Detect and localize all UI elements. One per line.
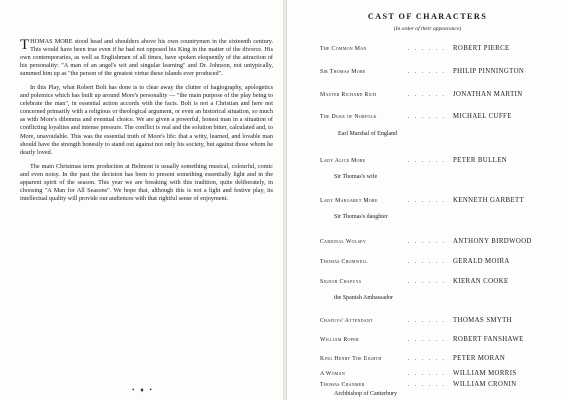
drop-cap: T <box>20 37 30 53</box>
role-name: Lady Alice More <box>320 158 366 164</box>
cast-row <box>320 46 560 57</box>
cast-row <box>320 198 560 209</box>
actor-name: MICHAEL CUFFE <box>453 113 512 120</box>
role-name: Master Richard Rich <box>320 92 377 98</box>
cast-row <box>320 337 560 348</box>
leader-dots: . . . . . . <box>408 337 446 343</box>
role-name: Thomas Cranmer <box>320 382 365 388</box>
role-name: The Common Man <box>320 46 367 52</box>
actor-name: ROBERT FANSHAWE <box>453 336 524 343</box>
actor-name: PHILIP PINNINGTON <box>453 68 525 75</box>
actor-name: PETER MORAN <box>453 355 506 362</box>
leader-dots: . . . . . . <box>408 279 446 285</box>
paragraph-3: The main Christmas term production at Belmont is usually something musical, colourful, comic and even noisy. In the past the decision has been to present something essentially light and in the apparent spirit of the season. This year we are breaking with this tradition, quite deliberately, in choosing "A Man for All Seasons". We hope that, although this is not a light and festive play, its intellectual quality will provide our audiences with that rightful sense of enjoyment. <box>20 162 273 202</box>
cast-row <box>320 259 560 270</box>
paragraph-1-text: HOMAS MORE stood head and shoulders above his own countrymen in the sixteenth century. This would have been true even if he had not opposed his King in the matter of the divorce. His own contemporaries, as well as Englishmen of all times, have spoken eloquently of the attraction of his personality: "A man of an angel's wit and singular learning" and Dr. Johnson, not untypically, summed him up as "the person of the greatest virtue these islands ever produced". <box>20 38 273 78</box>
leader-dots: . . . . . . <box>408 114 446 120</box>
cast-row <box>320 92 560 103</box>
role-name: The Duke of Norfolk <box>320 114 377 120</box>
role-note: Archbishop of Canterbury <box>334 391 397 397</box>
role-note: Earl Marshal of England <box>338 131 398 137</box>
role-note: the Spanish Ambassador <box>334 295 393 301</box>
leader-dots: . . . . . . <box>408 371 446 377</box>
role-name: Sir Thomas More <box>320 69 366 75</box>
role-note: Sir Thomas's wife <box>334 174 378 180</box>
actor-name: KIERAN COOKE <box>453 278 509 285</box>
cast-row <box>320 356 560 367</box>
page-ornament: • ♦ • <box>132 386 154 394</box>
role-note: Sir Thomas's daughter <box>334 214 388 220</box>
actor-name: PETER BULLEN <box>453 157 508 164</box>
role-name: Thomas Cromwell <box>320 259 369 265</box>
leader-dots: . . . . . . <box>408 69 446 75</box>
role-name: Signor Chapuys <box>320 279 362 285</box>
leader-dots: . . . . . . <box>408 158 446 164</box>
cast-row <box>320 114 560 125</box>
actor-name: ROBERT PIERCE <box>453 45 510 52</box>
cast-row <box>320 158 560 169</box>
role-name: Cardinal Wolsey <box>320 239 367 245</box>
actor-name: KENNETH GARBETT <box>453 197 525 204</box>
leader-dots: . . . . . . <box>408 198 446 204</box>
cast-title: CAST OF CHARACTERS <box>367 12 488 21</box>
cast-row <box>320 371 560 382</box>
actor-name: THOMAS SMYTH <box>453 317 512 324</box>
actor-name: JONATHAN MARTIN <box>453 91 523 98</box>
leader-dots: . . . . . . <box>408 382 446 388</box>
cast-row <box>320 69 560 80</box>
leader-dots: . . . . . . <box>408 259 446 265</box>
actor-name: GERALD MOIRA <box>453 258 510 265</box>
paragraph-2: In this Play, what Robert Bolt has done is to clear away the clutter of hagiography, apologetics and polemics which has built up around More's personality — "the main purpose of the play being to celebrate the man", in essential action accords with the facts. Bolt is not a Christian and here not concerned primarily with a religious or theological argument, or even an historical situation, so much as with More's dilemma and eventual choice. We are given a powerful, honest man in a situation of conflicting loyalties and intense pressure. The conflict is real and the solution bitter, calculated and, to More, unavoidable. This was the essential truth of More's life: that a witty, learned, and lovable man should have the strength honestly to stand out against not only his society, but against those whom he dearly loved. <box>20 84 273 156</box>
role-name: A Woman <box>320 371 346 377</box>
role-name: Lady Margaret More <box>320 198 378 204</box>
actor-name: WILLIAM MORRIS <box>453 370 517 377</box>
cast-row <box>320 279 560 290</box>
role-name: Chapuys' Attendant <box>320 318 373 324</box>
cast-row <box>320 239 560 250</box>
cast-row <box>320 318 560 329</box>
actor-name: WILLIAM CRONIN <box>453 381 517 388</box>
leader-dots: . . . . . . <box>408 239 446 245</box>
leader-dots: . . . . . . <box>408 46 446 52</box>
leader-dots: . . . . . . <box>408 318 446 324</box>
role-name: King Henry The Eighth <box>320 356 382 362</box>
cast-subtitle: (In order of their appearance) <box>393 26 462 32</box>
role-name: William Roper <box>320 337 359 343</box>
leader-dots: . . . . . . <box>408 92 446 98</box>
actor-name: ANTHONY BIRDWOOD <box>453 238 532 245</box>
leader-dots: . . . . . . <box>408 356 446 362</box>
